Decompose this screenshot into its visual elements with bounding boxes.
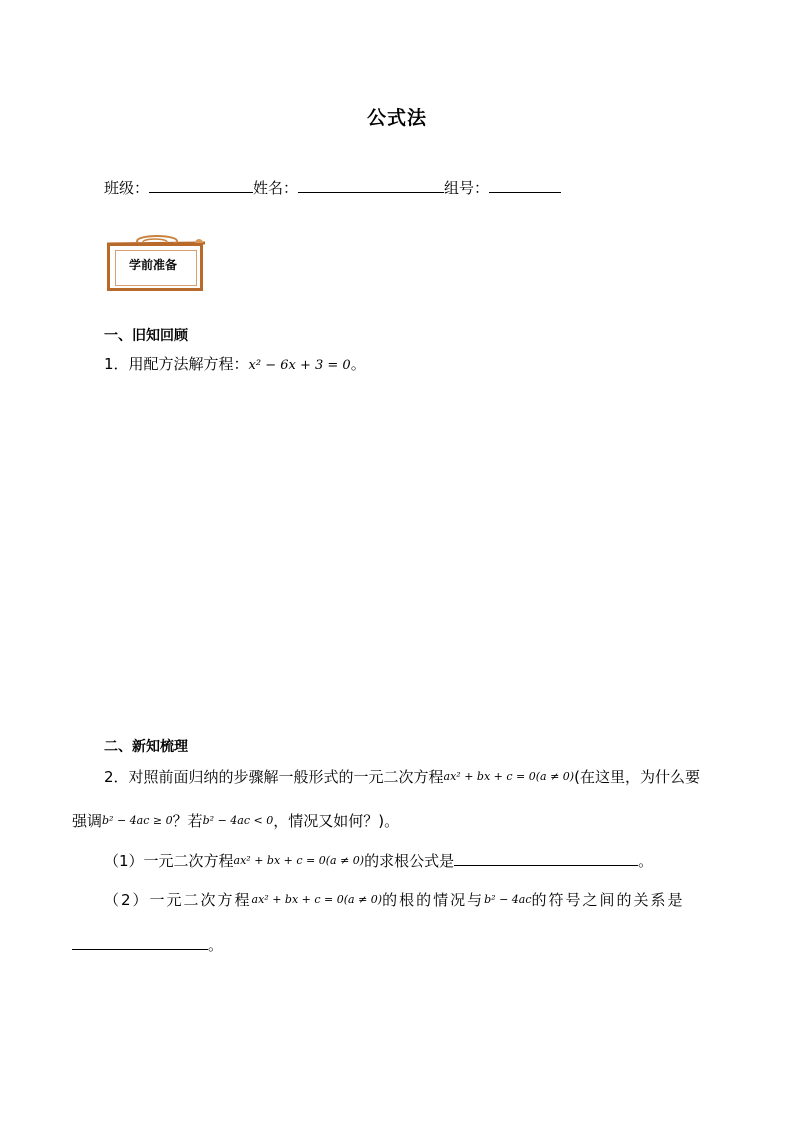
q2-equation: ax² + bx + c = 0(a ≠ 0) [443,770,575,783]
sub2-mid2: 的符号之间的关系是 [531,891,685,909]
group-label: 组号： [444,179,490,197]
student-info-row [104,177,561,198]
sub2-discriminant: b² − 4ac [484,893,532,906]
sub-question-2 [104,890,685,910]
section1-heading: 一、旧知回顾 [104,328,188,344]
question-2-line2 [72,811,399,831]
sub2-prefix: （2）一元二次方程 [104,891,252,909]
q1-suffix: 。 [350,355,366,373]
sub2-equation: ax² + bx + c = 0(a ≠ 0) [251,893,383,906]
name-label: 姓名： [253,179,299,197]
formula-blank[interactable] [454,850,638,866]
badge-label: 学前准备 [128,258,177,272]
discriminant-lt: b² − 4ac < 0 [202,814,274,827]
section-badge [105,231,209,294]
question-1 [104,354,366,376]
sub2-mid1: 的根的情况与 [382,891,485,909]
line2-mid: ？若 [172,812,203,830]
discriminant-ge: b² − 4ac ≥ 0 [102,814,173,827]
sub1-prefix: （1）一元二次方程 [104,852,234,870]
badge-board [107,243,203,291]
name-blank[interactable] [298,177,444,193]
page-title: 公式法 [366,107,427,129]
q2-suffix: (在这里，为什么要 [574,768,700,786]
sub2-suffix: 。 [208,936,224,954]
class-label: 班级： [104,179,150,197]
q1-equation: x² − 6x + 3 = 0 [248,358,351,373]
sub1-equation: ax² + bx + c = 0(a ≠ 0) [233,854,365,867]
sub-question-1 [104,850,653,871]
q2-prefix: 2．对照前面归纳的步骤解一般形式的一元二次方程 [104,768,444,786]
question-2-line1 [104,767,700,787]
sub-question-2-line2 [72,934,223,955]
line2-suffix: ，情况又如何？)。 [273,812,400,830]
section2-heading: 二、新知梳理 [104,739,188,755]
line2-prefix: 强调 [72,812,103,830]
group-blank[interactable] [489,177,561,193]
class-blank[interactable] [149,177,253,193]
sub1-suffix: 。 [638,852,654,870]
q1-prefix: 1．用配方法解方程： [104,355,249,373]
sub1-mid: 的求根公式是 [364,852,455,870]
relation-blank[interactable] [72,934,208,950]
